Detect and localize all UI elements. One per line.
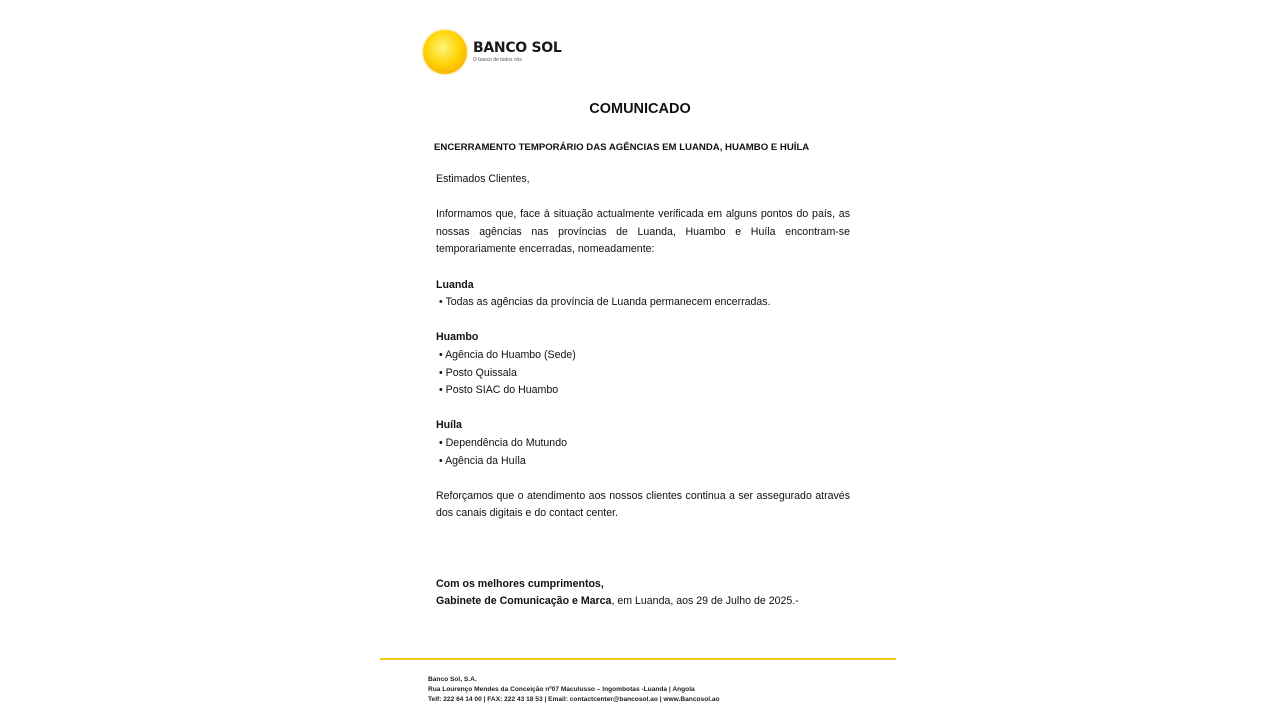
signoff: Com os melhores cumprimentos,: [436, 577, 604, 590]
signature-department: Gabinete de Comunicação e Marca: [436, 595, 612, 608]
section-heading-huila: Huíla: [436, 419, 462, 432]
greeting: Estimados Clientes,: [436, 173, 530, 185]
list-item: • Agência do Huambo (Sede): [439, 348, 576, 361]
brand-tagline: O banco de todos nós: [473, 57, 522, 63]
sun-logo-icon: [423, 30, 467, 74]
closing-paragraph: Reforçamos que o atendimento aos nossos clientes continua a ser assegurado através dos canais digitais e do contact center.: [436, 489, 850, 520]
footer: [428, 675, 720, 706]
brand-text: [473, 41, 561, 63]
section-heading-huambo: Huambo: [436, 331, 479, 344]
intro-paragraph: Informamos que, face à situação actualmente verificada em alguns pontos do país, as nossas agências nas províncias de Luanda, Huambo e Huíla encontram-se temporariamente encerradas, nomeadamente:: [436, 208, 850, 256]
banco-sol-logo: [423, 30, 561, 74]
footer-divider: [380, 658, 896, 660]
list-item: • Agência da Huíla: [439, 454, 526, 467]
document-title: COMUNICADO: [589, 101, 691, 117]
section-heading-luanda: Luanda: [436, 278, 474, 291]
list-item: • Posto SIAC do Huambo: [439, 384, 559, 397]
signature-place-date: , em Luanda, aos 29 de Julho de 2025.-: [611, 595, 799, 608]
signature-line: [436, 593, 850, 611]
list-item: • Dependência do Mutundo: [439, 436, 567, 449]
list-item: • Todas as agências da província de Luanda permanecem encerradas.: [439, 296, 771, 309]
brand-name: BANCO SOL: [473, 40, 562, 56]
document-page: [380, 0, 896, 720]
document-subtitle: ENCERRAMENTO TEMPORÁRIO DAS AGÊNCIAS EM LUANDA, HUAMBO E HUÍLA: [434, 142, 810, 153]
footer-contacts: Telf: 222 64 14 00 | FAX: 222 43 18 53 | Email: contactcenter@bancosol.ao | www.Bancosol.ao: [428, 696, 720, 704]
footer-address: Rua Lourenço Mendes da Conceição nº07 Maculusso – Ingombotas -Luanda | Angola: [428, 686, 695, 694]
list-item: • Posto Quissala: [439, 366, 517, 379]
footer-company: Banco Sol, S.A.: [428, 676, 477, 683]
document-body: [436, 171, 850, 611]
